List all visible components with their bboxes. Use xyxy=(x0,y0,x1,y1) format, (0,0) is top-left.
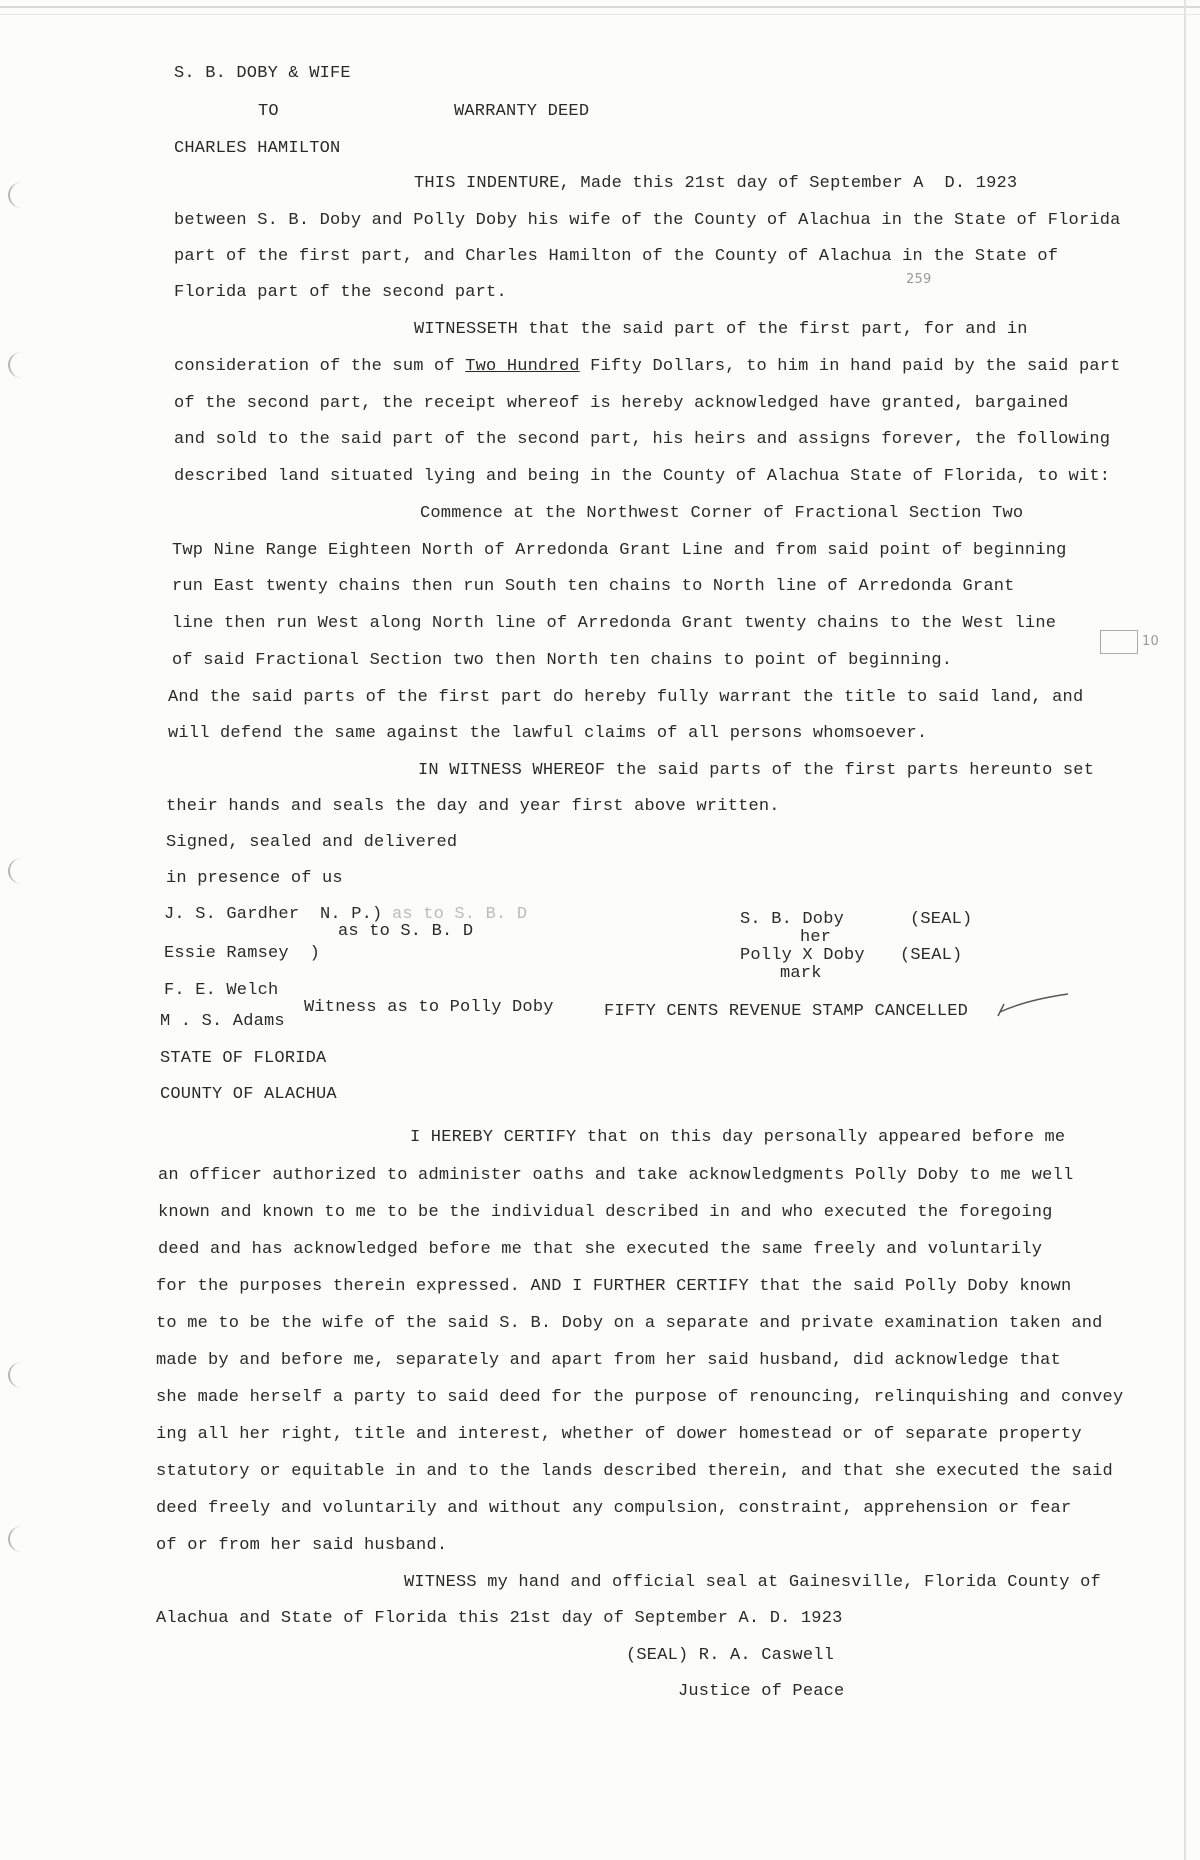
consideration-text: consideration of the sum of xyxy=(174,357,466,376)
witness-ramsey: Essie Ramsey ) xyxy=(164,944,321,963)
revenue-stamp-note: FIFTY CENTS REVENUE STAMP CANCELLED xyxy=(604,1002,969,1021)
top-rule-secondary xyxy=(0,14,1200,15)
certificate-line-3: known and known to me to be the individual described in and who executed the foregoing xyxy=(158,1203,1053,1222)
witness-welch: F. E. Welch xyxy=(164,981,279,1000)
venue-county: COUNTY OF ALACHUA xyxy=(160,1085,337,1104)
binder-hole-5 xyxy=(8,1526,36,1552)
witness-gardher: J. S. Gardher N. P.) xyxy=(164,905,383,924)
witness-adams: M . S. Adams xyxy=(160,1012,285,1031)
witness-as-to-polly: Witness as to Polly Doby xyxy=(304,998,554,1017)
binder-hole-2 xyxy=(8,352,36,378)
consideration-rest: Fifty Dollars, to him in hand paid by the said part xyxy=(579,357,1121,376)
witnesseth-line-1: WITNESSETH that the said part of the first part, for and in xyxy=(414,320,1028,339)
certificate-line-11: deed freely and voluntarily and without any compulsion, constraint, apprehension or fear xyxy=(156,1499,1072,1518)
binder-hole-1 xyxy=(8,182,36,208)
signature-her: her xyxy=(800,928,832,947)
witnesseth-line-5: described land situated lying and being in the County of Alachua State of Florida, to wit: xyxy=(174,467,1111,486)
witness-gardher-note: as to S. B. D xyxy=(338,922,474,941)
witnesseth-line-3: of the second part, the receipt whereof is hereby acknowledged have granted, bargained xyxy=(174,394,1069,413)
description-line-5: of said Fractional Section two then North ten chains to point of beginning. xyxy=(172,651,953,670)
grantee-heading: CHARLES HAMILTON xyxy=(174,139,341,158)
certificate-line-9: ing all her right, title and interest, whether of dower homestead or of separate property xyxy=(156,1425,1082,1444)
pencil-box-mark xyxy=(1100,630,1138,654)
certificate-line-8: she made herself a party to said deed for the purpose of renouncing, relinquishing and convey xyxy=(156,1388,1124,1407)
in-witness-line-1: IN WITNESS WHEREOF the said parts of the first parts hereunto set xyxy=(418,761,1095,780)
venue-state: STATE OF FLORIDA xyxy=(160,1049,327,1068)
consideration-amount: Two Hundred xyxy=(465,357,580,376)
description-line-2: Twp Nine Range Eighteen North of Arredonda Grant Line and from said point of beginning xyxy=(172,541,1067,560)
signature-mark: mark xyxy=(780,964,822,983)
signature-sb-doby: S. B. Doby xyxy=(740,910,845,929)
document-title: WARRANTY DEED xyxy=(454,102,590,121)
pencil-check-mark xyxy=(996,990,1072,1020)
grantor-heading: S. B. DOBY & WIFE xyxy=(174,64,351,83)
description-line-3: run East twenty chains then run South ten chains to North line of Arredonda Grant xyxy=(172,577,1015,596)
top-rule xyxy=(0,6,1200,8)
certificate-line-10: statutory or equitable in and to the lands described therein, and that she executed the said xyxy=(156,1462,1113,1481)
in-presence-of-us: in presence of us xyxy=(166,869,343,888)
certificate-line-6: to me to be the wife of the said S. B. Doby on a separate and private examination taken and xyxy=(156,1314,1103,1333)
seal-sb-doby: (SEAL) xyxy=(910,910,973,929)
indenture-line-2: between S. B. Doby and Polly Doby his wife of the County of Alachua in the State of Florida xyxy=(174,211,1121,230)
certificate-line-2: an officer authorized to administer oaths and take acknowledgments Polly Doby to me well xyxy=(158,1166,1074,1185)
signature-polly-doby: Polly X Doby xyxy=(740,946,865,965)
seal-polly-doby: (SEAL) xyxy=(900,946,963,965)
binder-hole-4 xyxy=(8,1362,36,1388)
attest-justice-title: Justice of Peace xyxy=(678,1682,845,1701)
certificate-line-4: deed and has acknowledged before me that she executed the same freely and voluntarily xyxy=(158,1240,1043,1259)
pencil-margin-note: 259 xyxy=(906,272,932,287)
certificate-line-1: I HEREBY CERTIFY that on this day personally appeared before me xyxy=(410,1128,1066,1147)
attest-line-2: Alachua and State of Florida this 21st day of September A. D. 1923 xyxy=(156,1609,843,1628)
to-heading: TO xyxy=(258,102,279,121)
witnesseth-line-2 xyxy=(174,357,1121,377)
signed-sealed-delivered: Signed, sealed and delivered xyxy=(166,833,458,852)
certificate-line-12: of or from her said husband. xyxy=(156,1536,448,1555)
attest-seal-caswell: (SEAL) R. A. Caswell xyxy=(626,1646,835,1665)
description-line-4: line then run West along North line of Arredonda Grant twenty chains to the West line xyxy=(172,614,1057,633)
warranty-line-1: And the said parts of the first part do hereby fully warrant the title to said land, and xyxy=(168,688,1084,707)
witnesseth-line-4: and sold to the said part of the second part, his heirs and assigns forever, the following xyxy=(174,430,1111,449)
attest-line-1: WITNESS my hand and official seal at Gainesville, Florida County of xyxy=(404,1573,1101,1592)
indenture-line-4: Florida part of the second part. xyxy=(174,283,507,302)
in-witness-line-2: their hands and seals the day and year first above written. xyxy=(166,797,780,816)
certificate-line-5: for the purposes therein expressed. AND I FURTHER CERTIFY that the said Polly Doby known xyxy=(156,1277,1072,1296)
binder-hole-3 xyxy=(8,858,36,884)
indenture-line-3: part of the first part, and Charles Hamilton of the County of Alachua in the State of xyxy=(174,247,1059,266)
witness-gardher-faint-note: as to S. B. D xyxy=(392,905,528,924)
warranty-line-2: will defend the same against the lawful claims of all persons whomsoever. xyxy=(168,724,928,743)
indenture-line-1: THIS INDENTURE, Made this 21st day of September A D. 1923 xyxy=(414,174,1018,193)
pencil-margin-note-2: 10 xyxy=(1142,634,1159,649)
page-right-edge xyxy=(1184,0,1186,1860)
description-line-1: Commence at the Northwest Corner of Fractional Section Two xyxy=(420,504,1024,523)
certificate-line-7: made by and before me, separately and apart from her said husband, did acknowledge that xyxy=(156,1351,1061,1370)
